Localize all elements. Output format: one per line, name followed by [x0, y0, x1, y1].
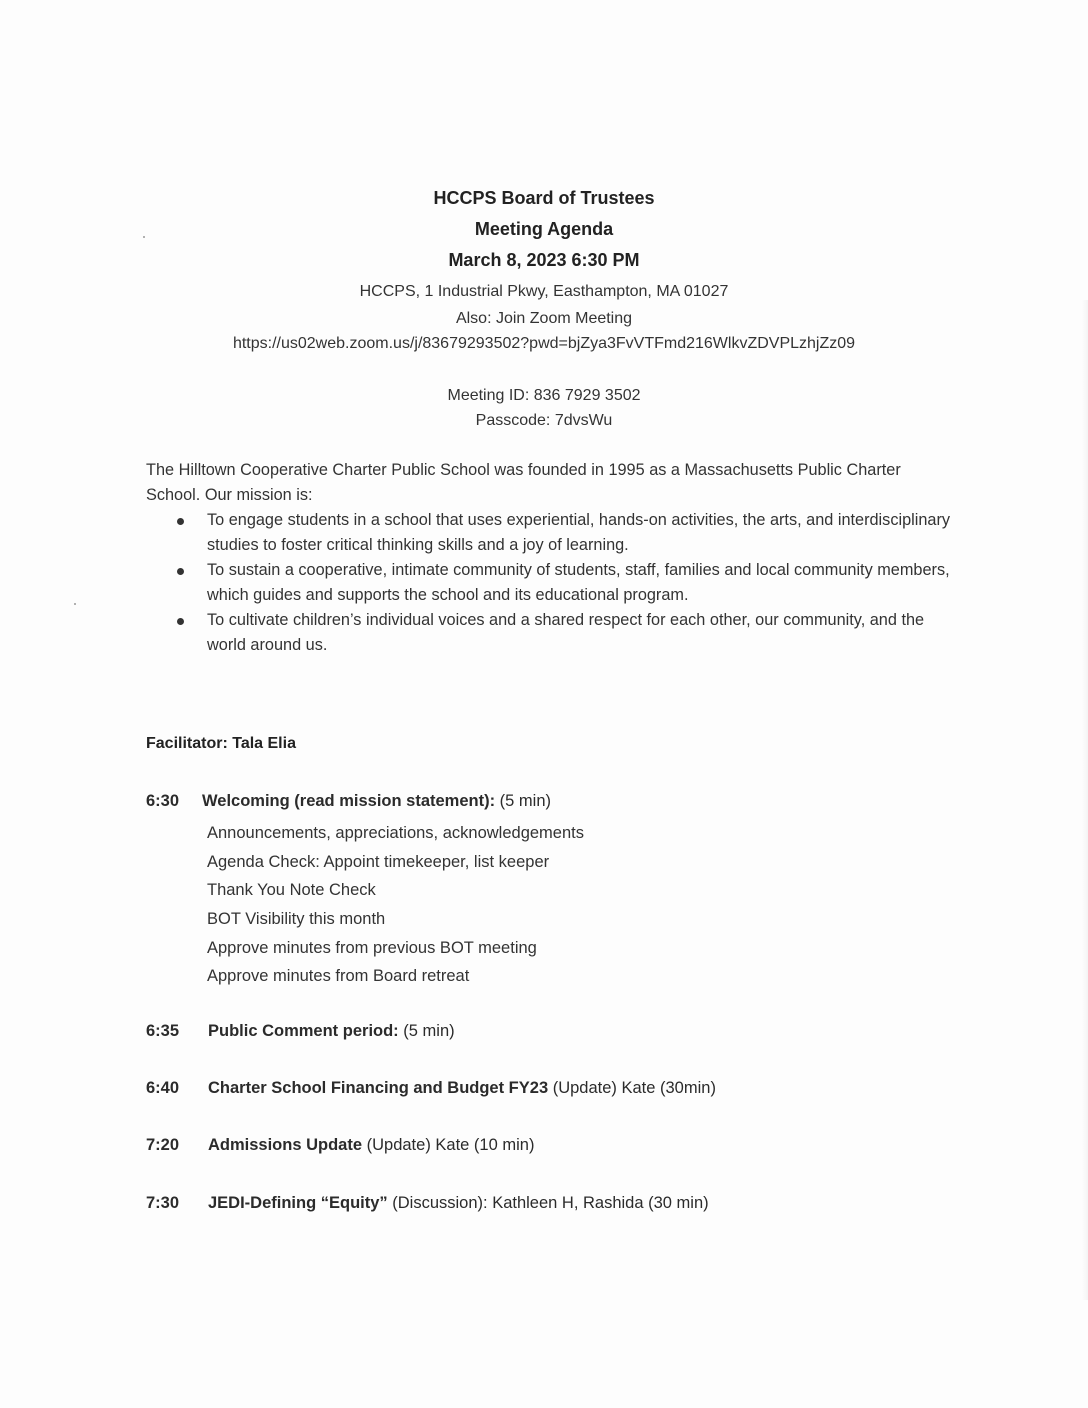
agenda-title-detail: (Update) Kate (30min) [548, 1079, 716, 1097]
sub-item: BOT Visibility this month [207, 910, 386, 929]
agenda-time: 6:30 [146, 792, 180, 810]
zoom-url[interactable]: https://us02web.zoom.us/j/83679293502?pwd=bjZya3FvVTFmd216WlkvZDVPLzhjZz09 [232, 335, 856, 352]
welcoming-sub-items [207, 819, 584, 991]
agenda-title [202, 792, 551, 811]
agenda-title-detail: (5 min) [398, 1022, 455, 1040]
agenda-header [0, 183, 1088, 356]
meeting-date: March 8, 2023 6:30 PM [448, 250, 640, 270]
agenda-title-bold: Welcoming (read mission statement): [202, 792, 496, 810]
zoom-label: Also: Join Zoom Meeting [455, 310, 633, 327]
meeting-credentials [0, 383, 1088, 433]
mission-bullet-text: To engage students in a school that uses experiential, hands-on activities, the arts, and interdisciplinary studies to foster critical thinking skills and a joy of learning. [207, 511, 951, 554]
mission-bullet [207, 608, 956, 658]
meeting-address: HCCPS, 1 Industrial Pkwy, Easthampton, MA 01027 [359, 283, 729, 300]
agenda-title [208, 1079, 716, 1098]
agenda-title-detail: (Update) Kate (10 min) [362, 1136, 535, 1154]
agenda-title-bold: Public Comment period: [208, 1022, 399, 1040]
agenda-title-bold: Admissions Update [208, 1136, 363, 1154]
sub-item: Approve minutes from Board retreat [207, 967, 470, 986]
scan-edge-shadow [1082, 300, 1088, 1300]
agenda-time: 6:35 [146, 1022, 180, 1040]
mission-intro: The Hilltown Cooperative Charter Public School was founded in 1995 as a Massachusetts Public Charter School. Our mission is: [146, 461, 901, 504]
agenda-time: 7:20 [146, 1136, 180, 1154]
mission-list [146, 508, 956, 658]
agenda-title [208, 1194, 709, 1213]
meeting-agenda-title: Meeting Agenda [474, 219, 614, 239]
agenda-title-detail: (5 min) [495, 792, 552, 810]
bullet-icon [177, 568, 184, 575]
meeting-id: Meeting ID: 836 7929 3502 [447, 387, 641, 404]
sub-item: Announcements, appreciations, acknowledgements [207, 824, 584, 842]
bullet-icon [177, 518, 184, 525]
mission-section [146, 458, 956, 658]
agenda-title-bold: JEDI-Defining “Equity” [208, 1194, 388, 1212]
mission-bullet [207, 558, 956, 608]
scan-speck [74, 603, 76, 605]
agenda-title-detail: (Discussion): Kathleen H, Rashida (30 min) [387, 1194, 709, 1212]
agenda-title [208, 1022, 455, 1041]
sub-item: Agenda Check: Appoint timekeeper, list keeper [207, 852, 550, 871]
mission-bullet-text: To sustain a cooperative, intimate community of students, staff, families and local community members, which guides and supports the school and its educational program. [207, 561, 950, 604]
agenda-time: 6:40 [146, 1079, 180, 1097]
mission-bullet [207, 508, 956, 558]
bullet-icon [177, 618, 184, 625]
agenda-title-bold: Charter School Financing and Budget FY23 [208, 1079, 549, 1097]
mission-bullet-text: To cultivate children’s individual voices and a shared respect for each other, our community, and the world around us. [207, 611, 925, 654]
sub-item: Thank You Note Check [207, 881, 376, 900]
agenda-title [208, 1136, 534, 1155]
meeting-passcode: Passcode: 7dvsWu [475, 412, 613, 429]
sub-item: Approve minutes from previous BOT meeting [207, 938, 537, 957]
agenda-time: 7:30 [146, 1194, 180, 1212]
board-title: HCCPS Board of Trustees [433, 188, 655, 208]
facilitator: Facilitator: Tala Elia [146, 735, 296, 752]
